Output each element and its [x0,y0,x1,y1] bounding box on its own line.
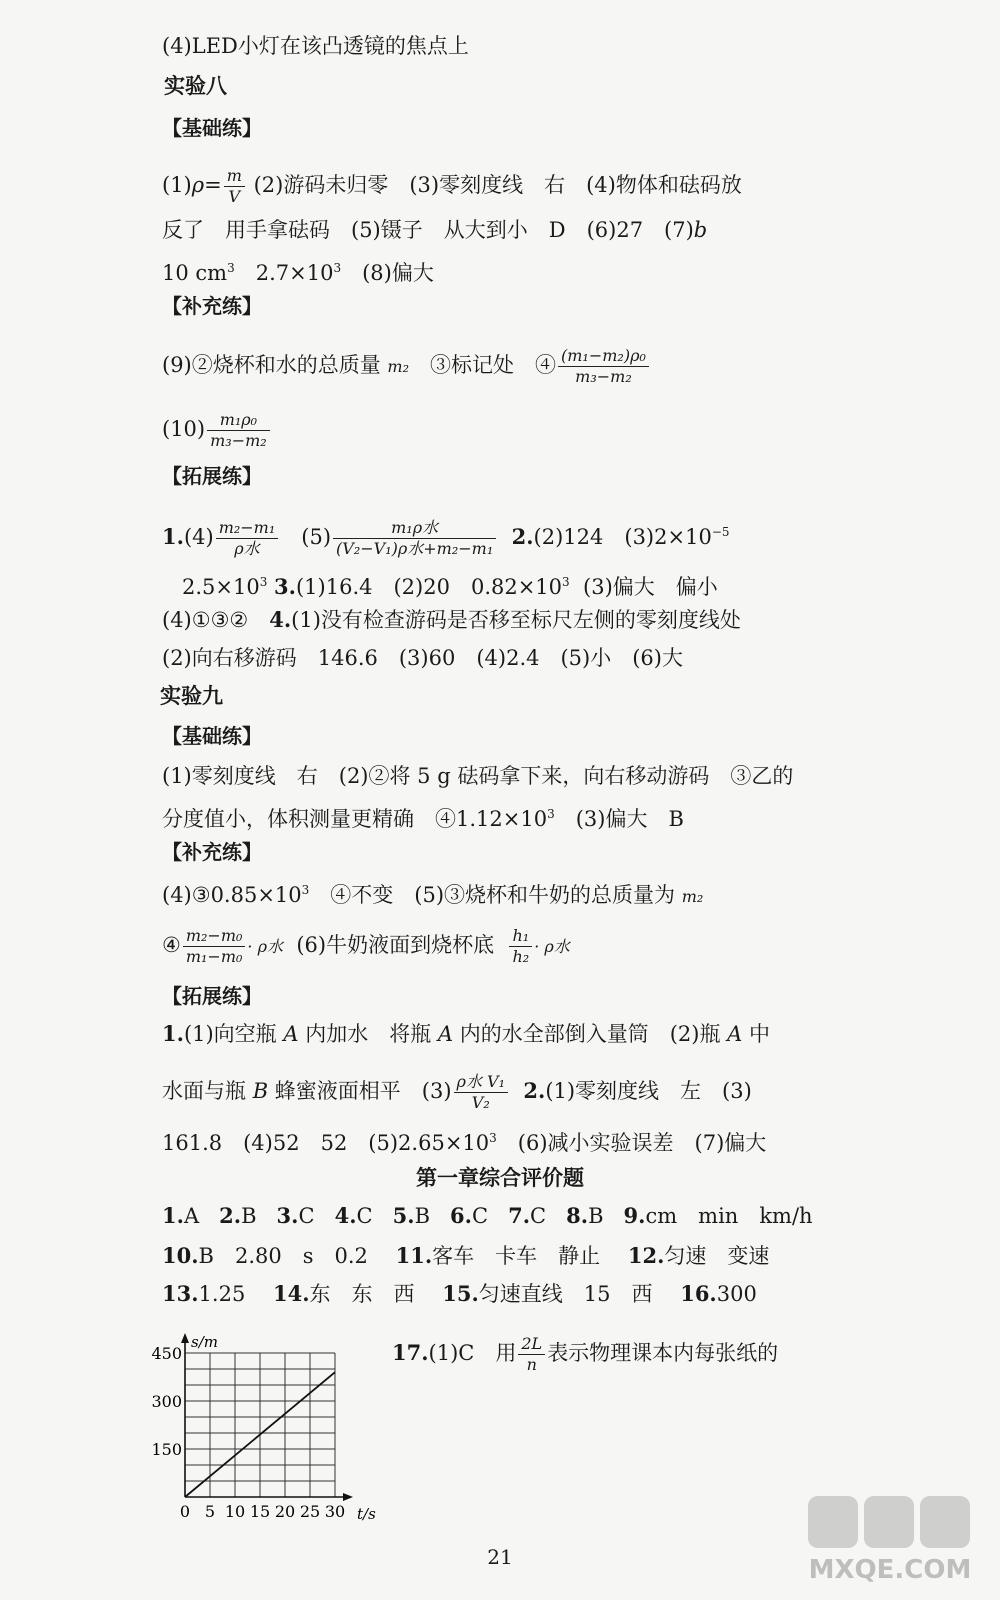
watermark-text: MXQE.COM [808,1555,972,1585]
qnum: 17. [392,1340,429,1365]
text: ④ [162,933,181,957]
numerator: m [224,166,245,187]
y-axis-arrow [181,1333,189,1343]
fraction [454,1072,508,1113]
denominator: (V₂−V₁)ρ水+m₂−m₁ [336,539,494,558]
fraction [558,346,649,387]
qnum: 13. [162,1281,199,1306]
answer-line [162,1242,769,1270]
text: C [471,1204,489,1228]
text: ③标记处 ④ [409,353,557,377]
text: (1)向空瓶 [183,1022,284,1046]
answer-line [162,644,683,672]
var: A [727,1022,743,1046]
text: 表示物理课本内每张纸的 [547,1341,779,1365]
text: 反了 用手拿砝码 (5)镊子 从大到小 D (6)27 (7) [162,218,694,242]
fraction [207,410,270,451]
fraction [216,518,279,559]
y-tick-label: 300 [151,1392,182,1411]
qnum: 10. [162,1243,199,1268]
answer-line [162,1072,752,1113]
x-tick-label: 25 [299,1502,321,1521]
text: 300 [716,1282,757,1306]
text: · ρ水 [247,937,283,956]
qnum: 2. [523,1078,546,1103]
x-axis-label: t/s [357,1505,376,1523]
qnum: 5. [392,1203,415,1228]
qnum: 8. [566,1203,589,1228]
text: 1.25 [198,1282,267,1306]
qnum: 3. [274,574,296,599]
denominator: m₃−m₂ [575,367,632,386]
qnum: 9. [623,1203,646,1228]
x-tick-label: 20 [274,1502,296,1521]
answer-line [162,254,434,287]
text: (8)偏大 [341,261,434,285]
exp: 3 [489,1131,497,1145]
exp: −5 [711,525,730,539]
qnum: 11. [395,1243,433,1268]
text: 中 [742,1022,771,1046]
numerator: ρ水 V₁ [454,1072,508,1093]
exp: 3 [547,807,555,821]
denominator: V₂ [471,1093,490,1112]
text: · ρ水 [534,937,570,956]
answer-line [162,410,272,451]
text: 10 cm [162,261,228,285]
x-tick-label: 5 [204,1502,216,1521]
denominator: V [228,187,241,206]
y-tick-label: 150 [151,1440,182,1459]
fraction [509,926,532,967]
answer-line [162,346,651,387]
text: (2)向右移游码 146.6 (3)60 (4)2.4 (5)小 (6)大 [162,646,683,670]
fraction [333,518,496,559]
qnum: 2. [219,1203,242,1228]
var: b [693,218,708,242]
text: C [356,1204,373,1228]
numerator: m₂−m₀ [183,926,246,947]
answer-line [162,1280,757,1308]
x-tick-label: 10 [224,1502,246,1521]
answer-line [162,606,741,634]
denominator: n [526,1355,537,1374]
heading-basic-2: 【基础练】 [162,724,262,748]
text: 2.7×10 [234,261,334,285]
denominator: m₁−m₀ [185,947,243,966]
qnum: 1. [162,524,184,549]
text: (1)没有检查游码是否移至标尺左侧的零刻度线处 [291,608,741,632]
answer-line [162,216,707,244]
text: 匀速直线 15 西 [478,1282,674,1306]
exp: 3 [227,261,235,275]
text: (1)零刻度线 左 (3) [545,1079,752,1103]
exp: 3 [259,575,268,589]
qnum: 16. [680,1281,717,1306]
text: (2)游码未归零 (3)零刻度线 右 (4)物体和砝码放 [253,173,742,197]
var: A [437,1022,454,1046]
x-tick-label: 30 [324,1502,346,1521]
text: C [530,1204,547,1228]
fraction [518,1334,545,1375]
text: (4)③0.85×10 [162,883,302,907]
text: 内加水 将瓶 [298,1022,438,1046]
answer-line [392,1334,778,1375]
answer-line [162,762,793,790]
text: (6)减小实验误差 (7)偏大 [496,1131,767,1155]
text: cm min km/h [645,1204,813,1228]
answer-line [162,518,730,559]
fraction [183,926,246,967]
exp: 3 [301,883,310,897]
text: 客车 卡车 静止 [432,1244,622,1268]
text: 内的水全部倒入量筒 (2)瓶 [453,1022,728,1046]
numerator: m₁ρ水 [333,518,496,539]
qnum: 4. [334,1203,357,1228]
text: (1)零刻度线 右 (2)②将 5 g 砝码拿下来，向右移动游码 ③乙的 [162,764,794,788]
denominator: h₂ [512,947,530,966]
text: (10) [162,417,206,441]
section-title-exp9: 实验九 [160,683,223,708]
text: (3)偏大 偏小 [583,575,718,599]
page-number: 21 [487,1545,513,1569]
answer-line [162,876,703,911]
text: 2.5×10 [182,575,260,599]
text: (4)①③② [162,608,270,632]
var: B [252,1079,269,1103]
var: ρ [191,173,205,197]
text: 东 东 西 [309,1282,436,1306]
x-axis-arrow [343,1493,353,1501]
var: m₂ [387,357,410,376]
text: (9)②烧杯和水的总质量 [162,353,388,377]
qnum: 2. [511,524,534,549]
qnum: 6. [450,1203,472,1228]
y-tick-label: 450 [151,1344,182,1363]
text: B [241,1204,257,1228]
x-tick-label: 15 [249,1502,271,1521]
numerator: m₁ρ₀ [207,410,270,431]
text: 蜂蜜液面相平 (3) [268,1079,452,1103]
text: 161.8 (4)52 52 (5)2.65×10 [162,1131,490,1155]
x-tick-label: 0 [179,1502,191,1521]
fraction [224,166,245,207]
answer-line [162,926,570,967]
qnum: 15. [442,1281,479,1306]
text: (1)16.4 (2)20 0.82×10 [295,575,563,599]
text: B [588,1204,604,1228]
denominator: ρ水 [234,539,260,558]
text: ④不变 (5)③烧杯和牛奶的总质量为 [309,883,682,907]
text: (2)124 (3)2×10 [533,525,712,549]
st-graph [140,1325,380,1525]
qnum: 14. [273,1281,310,1306]
qnum: 12. [627,1243,665,1268]
answer-line [182,568,718,601]
answer-line [162,32,469,60]
exp: 3 [333,261,342,275]
var: A [283,1022,299,1046]
text: 水面与瓶 [162,1079,253,1103]
heading-supp-1: 【补充练】 [162,294,262,318]
text: A [183,1204,200,1228]
text: (1)C 用 [428,1341,517,1365]
text: (5) [280,525,332,549]
qnum: 4. [269,607,292,632]
answer-line [162,800,684,833]
text: C [298,1204,315,1228]
qnum: 1. [162,1021,184,1046]
heading-ext-1: 【拓展练】 [162,464,262,488]
qnum: 1. [162,1203,184,1228]
exp: 3 [562,575,570,589]
section-title-review: 第一章综合评价题 [416,1165,584,1190]
watermark-logo [800,1490,990,1590]
heading-basic-1: 【基础练】 [162,116,262,140]
answer-line [162,1020,770,1048]
section-title-exp8: 实验八 [164,73,227,98]
text: (4)LED小灯在该凸透镜的焦点上 [162,34,469,58]
text: = [204,173,222,197]
y-axis-label: s/m [191,1333,218,1351]
text: (1) [162,173,192,197]
numerator: m₂−m₁ [216,518,279,539]
denominator: m₃−m₂ [210,431,267,450]
qnum: 7. [508,1203,531,1228]
numerator: h₁ [509,926,532,947]
text: 匀速 变速 [664,1244,770,1268]
text: B 2.80 s 0.2 [198,1244,389,1268]
qnum: 3. [276,1203,299,1228]
answer-line [162,1202,813,1230]
heading-ext-2: 【拓展练】 [162,984,262,1008]
text: (4) [183,525,214,549]
text: B [414,1204,431,1228]
text: (3)偏大 B [554,807,684,831]
var: m₂ [681,887,704,906]
numerator: (m₁−m₂)ρ₀ [558,346,649,367]
text: (6)牛奶液面到烧杯底 [296,933,495,957]
text: 分度值小，体积测量更精确 ④1.12×10 [162,807,548,831]
answer-line [162,1124,766,1157]
numerator: 2L [518,1334,545,1355]
answer-line [162,166,742,207]
heading-supp-2: 【补充练】 [162,840,262,864]
